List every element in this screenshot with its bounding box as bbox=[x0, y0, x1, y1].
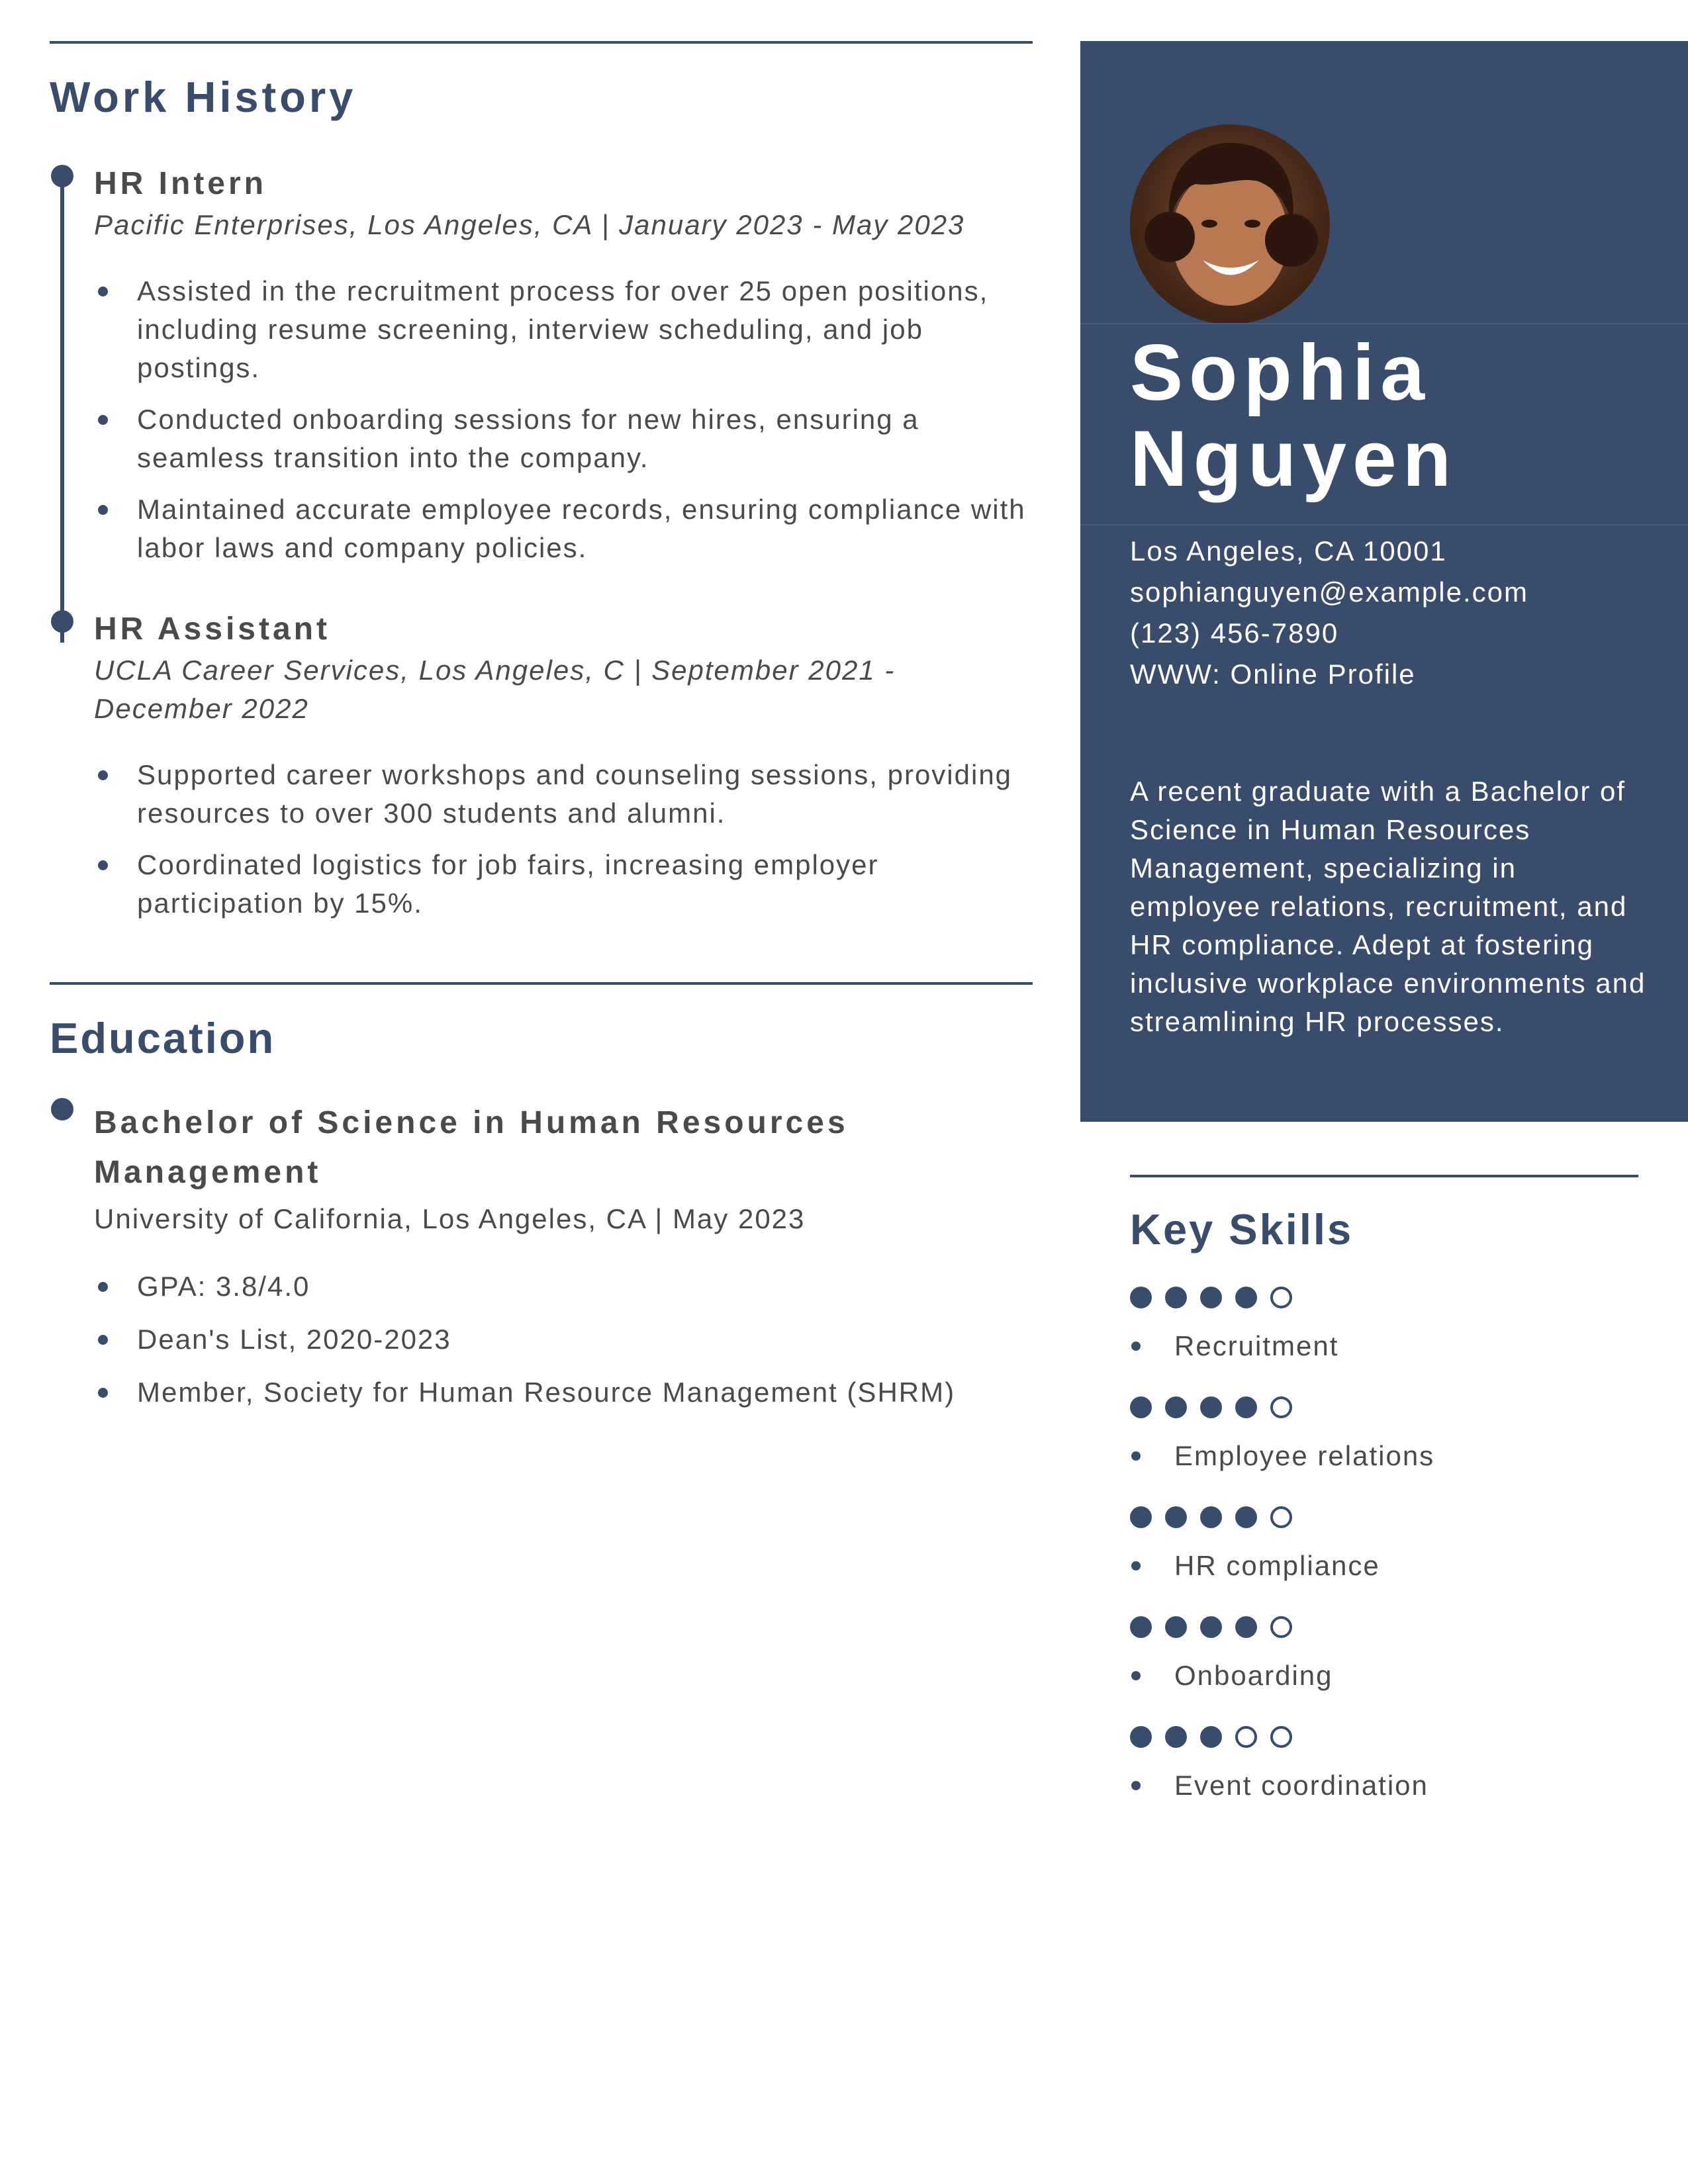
list-item bbox=[94, 490, 1033, 567]
list-item bbox=[1130, 1657, 1640, 1695]
section-divider bbox=[50, 982, 1033, 985]
contact-location: Los Angeles, CA 10001 bbox=[1130, 535, 1447, 567]
list-item bbox=[94, 1267, 1033, 1306]
list-item bbox=[94, 1373, 1033, 1412]
job-title: HR Intern bbox=[94, 166, 267, 201]
company-name: Pacific Enterprises bbox=[94, 209, 350, 240]
skill-name: Recruitment bbox=[1174, 1330, 1339, 1361]
contact-website[interactable]: WWW: Online Profile bbox=[1130, 659, 1416, 690]
skill-rating bbox=[1130, 1395, 1640, 1419]
skill-name: Onboarding bbox=[1174, 1660, 1333, 1691]
work-timeline bbox=[50, 165, 1033, 923]
skills-list bbox=[1130, 1285, 1640, 1805]
main-column bbox=[50, 41, 1033, 1425]
bullet-icon bbox=[1131, 1671, 1141, 1680]
job-entry bbox=[50, 165, 1033, 567]
company-name: UCLA Career Services bbox=[94, 655, 401, 686]
contact-email[interactable]: sophianguyen@example.com bbox=[1130, 576, 1528, 608]
rating-empty-dot-icon bbox=[1270, 1506, 1292, 1528]
skill-rating bbox=[1130, 1505, 1640, 1529]
skill-entry bbox=[1130, 1615, 1640, 1695]
rating-empty-dot-icon bbox=[1270, 1616, 1292, 1638]
section-divider bbox=[1130, 1175, 1638, 1177]
bullet-text: GPA: 3.8/4.0 bbox=[137, 1271, 310, 1302]
list-item bbox=[94, 400, 1033, 477]
bullet-icon bbox=[98, 860, 108, 870]
rating-filled-dot-icon bbox=[1165, 1616, 1187, 1638]
skill-name: Employee relations bbox=[1174, 1440, 1435, 1471]
job-dates: | January 2023 - May 2023 bbox=[592, 209, 965, 240]
timeline-dot-icon bbox=[51, 610, 73, 633]
job-location: , Los Angeles, C bbox=[400, 655, 625, 686]
education-bullets bbox=[94, 1267, 1033, 1412]
list-item bbox=[1130, 1766, 1640, 1805]
rating-filled-dot-icon bbox=[1200, 1287, 1222, 1308]
rating-filled-dot-icon bbox=[1200, 1396, 1222, 1418]
section-divider bbox=[50, 41, 1033, 44]
bullet-icon bbox=[98, 287, 108, 296]
job-bullets bbox=[94, 272, 1033, 567]
rating-filled-dot-icon bbox=[1235, 1287, 1257, 1308]
rating-filled-dot-icon bbox=[1200, 1726, 1222, 1748]
list-item bbox=[94, 272, 1033, 387]
skill-name: HR compliance bbox=[1174, 1550, 1380, 1581]
list-item bbox=[1130, 1547, 1640, 1585]
rating-filled-dot-icon bbox=[1235, 1506, 1257, 1528]
rating-filled-dot-icon bbox=[1165, 1726, 1187, 1748]
skill-entry bbox=[1130, 1725, 1640, 1805]
skill-name: Event coordination bbox=[1174, 1770, 1429, 1801]
job-location: , Los Angeles, CA bbox=[349, 209, 592, 240]
bullet-icon bbox=[98, 505, 108, 515]
rating-filled-dot-icon bbox=[1165, 1506, 1187, 1528]
bullet-icon bbox=[1131, 1781, 1141, 1790]
skill-entry bbox=[1130, 1395, 1640, 1475]
bullet-icon bbox=[98, 1388, 108, 1398]
skills-section bbox=[1130, 1175, 1640, 1835]
bullet-icon bbox=[1131, 1342, 1141, 1351]
list-item bbox=[94, 1320, 1033, 1359]
bullet-icon bbox=[1131, 1451, 1141, 1461]
bullet-text: Maintained accurate employee records, ensuring compliance with labor laws and company policies. bbox=[137, 494, 1026, 563]
bullet-icon bbox=[98, 1335, 108, 1345]
skill-entry bbox=[1130, 1505, 1640, 1585]
rating-filled-dot-icon bbox=[1130, 1726, 1152, 1748]
job-meta bbox=[94, 651, 1033, 728]
rating-filled-dot-icon bbox=[1130, 1396, 1152, 1418]
rating-empty-dot-icon bbox=[1270, 1726, 1292, 1748]
skill-rating bbox=[1130, 1615, 1640, 1639]
rating-empty-dot-icon bbox=[1235, 1726, 1257, 1748]
rating-filled-dot-icon bbox=[1235, 1616, 1257, 1638]
rating-filled-dot-icon bbox=[1200, 1506, 1222, 1528]
skill-rating bbox=[1130, 1725, 1640, 1749]
profile-sidebar bbox=[1080, 41, 1688, 1122]
school-line: University of California, Los Angeles, CA | May 2023 bbox=[94, 1203, 806, 1234]
profile-photo bbox=[1130, 124, 1330, 324]
education-entry bbox=[50, 1098, 1033, 1412]
job-bullets bbox=[94, 756, 1033, 923]
rating-filled-dot-icon bbox=[1200, 1616, 1222, 1638]
list-item bbox=[1130, 1437, 1640, 1475]
contact-info bbox=[1130, 531, 1528, 695]
sidebar-divider bbox=[1080, 524, 1688, 525]
bullet-icon bbox=[98, 770, 108, 780]
rating-filled-dot-icon bbox=[1130, 1287, 1152, 1308]
rating-filled-dot-icon bbox=[1165, 1287, 1187, 1308]
job-entry bbox=[50, 610, 1033, 923]
bullet-icon bbox=[98, 1282, 108, 1292]
bullet-text: Conducted onboarding sessions for new hires, ensuring a seamless transition into the company. bbox=[137, 404, 919, 473]
bullet-text: Dean's List, 2020-2023 bbox=[137, 1324, 451, 1355]
bullet-icon bbox=[1131, 1561, 1141, 1570]
contact-phone: (123) 456-7890 bbox=[1130, 617, 1339, 649]
bullet-text: Supported career workshops and counseling sessions, providing resources to over 300 students and alumni. bbox=[137, 759, 1013, 829]
skills-heading: Key Skills bbox=[1130, 1205, 1354, 1253]
education-heading: Education bbox=[50, 1014, 276, 1062]
bullet-text: Member, Society for Human Resource Management (SHRM) bbox=[137, 1377, 956, 1408]
last-name: Nguyen bbox=[1130, 414, 1458, 503]
job-dates: | September 2021 - December 2022 bbox=[94, 655, 896, 724]
job-title: HR Assistant bbox=[94, 612, 330, 647]
degree-title: Bachelor of Science in Human Resources Management bbox=[94, 1105, 849, 1190]
list-item bbox=[94, 846, 1033, 923]
skill-rating bbox=[1130, 1285, 1640, 1309]
timeline-dot-icon bbox=[51, 1098, 73, 1120]
rating-filled-dot-icon bbox=[1130, 1616, 1152, 1638]
work-history-heading: Work History bbox=[50, 73, 357, 121]
rating-filled-dot-icon bbox=[1130, 1506, 1152, 1528]
rating-filled-dot-icon bbox=[1165, 1396, 1187, 1418]
rating-empty-dot-icon bbox=[1270, 1396, 1292, 1418]
bullet-icon bbox=[98, 415, 108, 425]
bullet-text: Assisted in the recruitment process for over 25 open positions, including resume screening, interview scheduling, and job postings. bbox=[137, 275, 989, 383]
avatar bbox=[1130, 124, 1330, 324]
timeline-dot-icon bbox=[51, 165, 73, 187]
list-item bbox=[94, 756, 1033, 833]
list-item bbox=[1130, 1327, 1640, 1365]
profile-summary: A recent graduate with a Bachelor of Science in Human Resources Management, specializing in employee relations, recruitment, and HR compliance. Adept at fostering inclusive workplace environments and streamlining HR processes. bbox=[1130, 776, 1646, 1037]
skill-entry bbox=[1130, 1285, 1640, 1365]
job-meta bbox=[94, 206, 1033, 244]
person-name bbox=[1130, 330, 1457, 502]
rating-filled-dot-icon bbox=[1235, 1396, 1257, 1418]
sidebar-divider bbox=[1080, 323, 1688, 324]
first-name: Sophia bbox=[1130, 328, 1431, 417]
bullet-text: Coordinated logistics for job fairs, increasing employer participation by 15%. bbox=[137, 849, 879, 919]
rating-empty-dot-icon bbox=[1270, 1287, 1292, 1308]
